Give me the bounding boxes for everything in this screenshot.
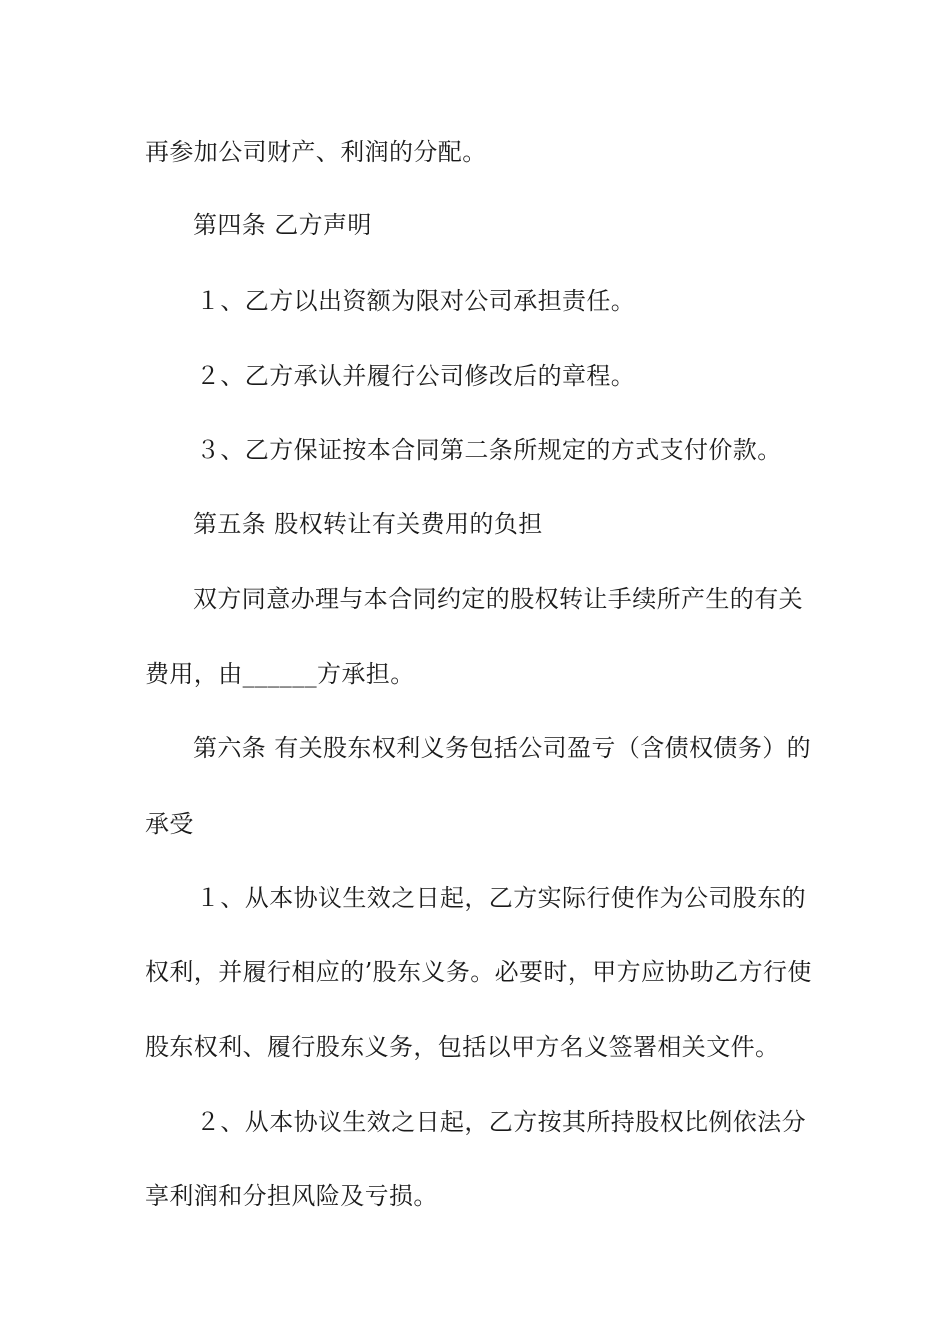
article-heading: 第四条 乙方声明	[193, 211, 372, 239]
text-line: ２、从本协议生效之日起，乙方按其所持股权比例依法分	[196, 1108, 806, 1136]
text-line: 权利，并履行相应的’股东义务。必要时，甲方应协助乙方行使	[145, 958, 812, 986]
text-line: 再参加公司财产、利润的分配。	[145, 138, 487, 166]
text-line: １、从本协议生效之日起，乙方实际行使作为公司股东的	[196, 884, 806, 912]
text-line: ２、乙方承认并履行公司修改后的章程。	[196, 362, 636, 390]
text-line: １、乙方以出资额为限对公司承担责任。	[196, 287, 636, 315]
text-line: 享利润和分担风险及亏损。	[145, 1182, 438, 1210]
text-line: 费用，由______方承担。	[145, 660, 415, 688]
article-heading: 第六条 有关股东权利义务包括公司盈亏（含债权债务）的	[193, 734, 812, 762]
article-heading: 第五条 股权转让有关费用的负担	[193, 510, 543, 538]
text-line: ３、乙方保证按本合同第二条所规定的方式支付价款。	[196, 436, 782, 464]
text-line: 承受	[145, 810, 194, 838]
text-line: 股东权利、履行股东义务，包括以甲方名义签署相关文件。	[145, 1033, 780, 1061]
text-line: 双方同意办理与本合同约定的股权转让手续所产生的有关	[193, 585, 803, 613]
